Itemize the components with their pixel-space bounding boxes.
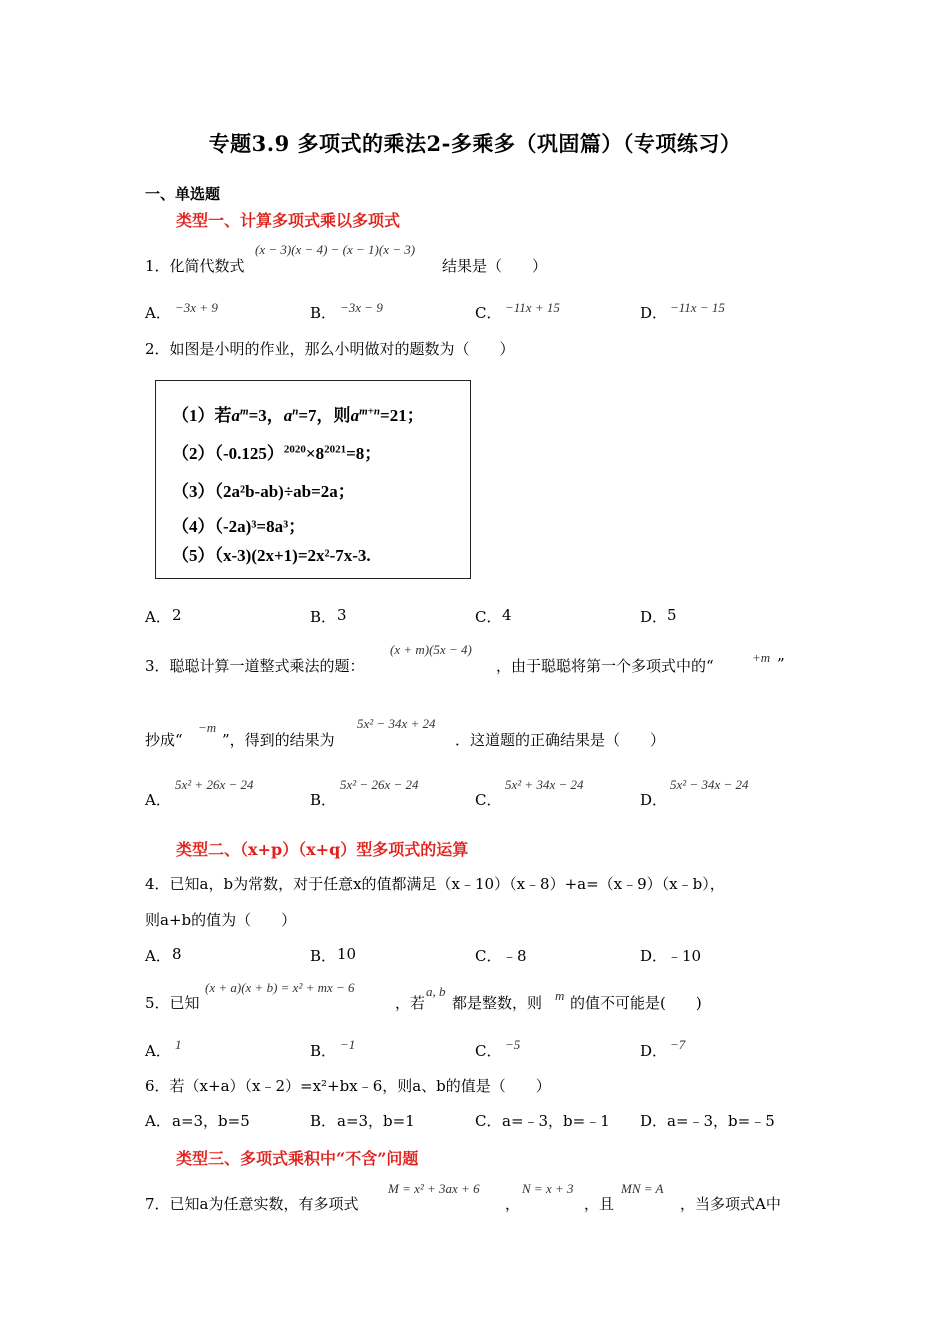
option-c-label[interactable]: C． [475,1112,502,1130]
option-a-value: 8 [172,945,182,963]
question-5-prefix: 5．已知 [145,994,200,1012]
wrong-result-expression: 5x² − 34x + 24 [357,716,436,731]
question-3-line2-a: 抄成“ [145,731,183,749]
option-c-value: −5 [505,1037,521,1052]
m-variable: m [555,988,565,1003]
homework-line-5: （5）（x-3)(2x+1)=2x²-7x-3. [172,546,371,565]
option-a-label[interactable]: A． [145,1112,171,1130]
homework-line-2: $(2)(-0.125)^{2020}\times 8^{2021}=8$； [172,443,382,463]
option-b-label[interactable]: B． [310,791,337,809]
question-5-middle: ，若 [395,994,426,1012]
question-7-prefix: 7．已知a为任意实数，有多项式 [145,1195,359,1213]
plus-m: +m [752,650,771,665]
polynomial-N: N = x + 3 [522,1181,574,1196]
question-3-close-quote: ” [777,655,785,673]
option-a-label[interactable]: A． [145,947,171,965]
option-a-label[interactable]: A． [145,1042,171,1060]
option-d-value: −11x − 15 [670,300,725,315]
minus-m: −m [198,720,217,735]
type-heading-3: 类型三、多项式乘积中“不含”问题 [176,1149,419,1168]
option-d-value: a=﹣3，b=﹣5 [667,1112,775,1130]
separator-1: ， [505,1195,521,1213]
option-a-value: 1 [175,1037,182,1052]
question-1-expression: (x − 3)(x − 4) − (x − 1)(x − 3) [255,242,416,257]
option-c-label[interactable]: C． [475,791,502,809]
homework-image [155,380,471,579]
type-heading-2: 类型二、（x+p）（x+q）型多项式的运算 [176,840,469,859]
product-MN: MN = A [621,1181,664,1196]
polynomial-M: M = x² + 3ax + 6 [388,1181,480,1196]
option-a-value: a=3，b=5 [172,1112,250,1130]
option-d-value: ﹣10 [667,947,702,965]
question-5-middle2: 都是整数，则 [452,994,543,1012]
section-heading-single-choice: 一、单选题 [145,185,221,203]
question-4-line1: 4．已知a，b为常数，对于任意x的值都满足（x﹣10）（x﹣8）+a=（x﹣9）（x﹣b）， [145,875,725,893]
homework-line-3: （3）（2a²b-ab)÷ab=2a； [172,482,355,501]
question-1-prefix: 1．化简代数式 [145,257,245,275]
option-a-value: −3x + 9 [175,300,218,315]
homework-line-1: （1）若$a^m=3$，$a^n=7$，则$a^{m+n}=21$； [172,405,424,425]
option-c-value: a=﹣3，b=﹣1 [502,1112,610,1130]
option-a-value: 5x² + 26x − 24 [175,777,254,792]
a-b-variables: a, b [426,984,446,999]
option-b-label[interactable]: B． [310,1112,337,1130]
option-a-label[interactable]: A． [145,304,171,322]
option-c-value: −11x + 15 [505,300,560,315]
option-c-label[interactable]: C． [475,608,502,626]
option-b-value: 5x² − 26x − 24 [340,777,419,792]
option-d-label[interactable]: D． [640,1042,668,1060]
option-c-label[interactable]: C． [475,947,502,965]
separator-2: ，且 [584,1195,615,1213]
option-b-label[interactable]: B． [310,304,337,322]
homework-line-4: （4）（-2a)³=8a³； [172,517,306,536]
option-a-label[interactable]: A． [145,791,171,809]
option-a-value: 2 [172,606,182,624]
option-d-label[interactable]: D． [640,1112,668,1130]
option-d-value: 5x² − 34x − 24 [670,777,749,792]
option-b-value: 10 [337,945,357,963]
option-d-label[interactable]: D． [640,947,668,965]
option-b-value: −3x − 9 [340,300,383,315]
question-4-line2: 则a+b的值为（ ） [145,911,297,929]
option-d-value: −7 [670,1037,686,1052]
option-d-label[interactable]: D． [640,791,668,809]
option-c-value: 5x² + 34x − 24 [505,777,584,792]
option-b-label[interactable]: B． [310,1042,337,1060]
option-d-label[interactable]: D． [640,608,668,626]
option-d-value: 5 [667,606,677,624]
option-b-value: −1 [340,1037,356,1052]
option-b-value: 3 [337,606,347,624]
option-a-label[interactable]: A． [145,608,171,626]
option-c-label[interactable]: C． [475,304,502,322]
page-title: 专题3.9 多项式的乘法2-多乘多（巩固篇）（专项练习） [208,131,742,156]
question-2-text: 2．如图是小明的作业，那么小明做对的题数为（ ） [145,340,515,358]
option-c-value: 4 [502,606,512,624]
option-c-label[interactable]: C． [475,1042,502,1060]
option-b-label[interactable]: B． [310,608,337,626]
question-5-expression: (x + a)(x + b) = x² + mx − 6 [205,980,355,995]
option-b-label[interactable]: B． [310,947,337,965]
type-heading-1: 类型一、计算多项式乘以多项式 [176,211,401,230]
option-d-label[interactable]: D． [640,304,668,322]
question-6-text: 6．若（x+a）（x﹣2）=x²+bx﹣6，则a、b的值是（ ） [145,1077,551,1095]
question-3-line2-c: ．这道题的正确结果是（ ） [455,731,666,749]
question-5-suffix: 的值不可能是( ) [570,994,702,1012]
question-3-line2-b: ”，得到的结果为 [222,731,335,749]
question-3-middle: ，由于聪聪将第一个多项式中的“ [496,657,714,675]
option-c-value: ﹣8 [502,947,527,965]
question-1-suffix: 结果是（ ） [442,257,548,275]
question-3-expression: (x + m)(5x − 4) [390,642,472,657]
question-7-suffix: ，当多项式A中 [680,1195,781,1213]
question-3-prefix: 3．聪聪计算一道整式乘法的题： [145,657,365,675]
option-b-value: a=3，b=1 [337,1112,415,1130]
